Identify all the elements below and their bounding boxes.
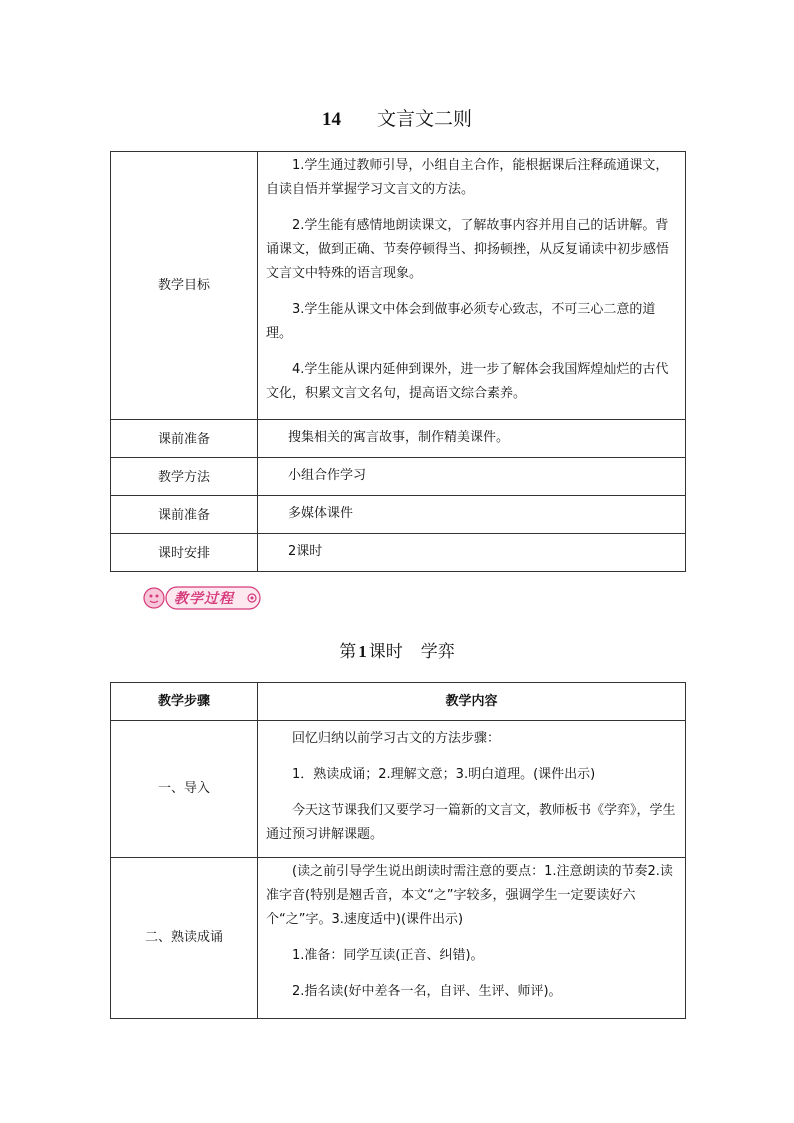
overview-table — [110, 151, 686, 572]
process-badge — [140, 584, 262, 612]
prep-label: 课前准备 — [111, 420, 258, 458]
step-content-recite — [258, 858, 686, 1019]
prep2-value: 多媒体课件 — [258, 496, 686, 534]
lesson-name: 学弈 — [420, 642, 455, 662]
goal-item: 4.学生能从课内延伸到课外，进一步了解体会我国辉煌灿烂的古代文化，积累文言文名句，提高语文综合素养。 — [266, 362, 669, 401]
process-table — [110, 682, 686, 1019]
lesson-period-number: 1 — [358, 642, 367, 661]
step-paragraph: 1.准备：同学互读(正音、纠错)。 — [292, 948, 484, 963]
page-title — [0, 104, 794, 131]
col-header-content: 教学内容 — [258, 683, 686, 721]
lesson-number: 14 — [321, 109, 341, 130]
goal-item: 1.学生通过教师引导，小组自主合作，能根据课后注释疏通课文，自读自悟并掌握学习文言文的方法。 — [266, 158, 669, 197]
step-paragraph: 回忆归纳以前学习古文的方法步骤： — [292, 731, 501, 746]
lesson-prefix: 第 — [339, 642, 357, 662]
method-value: 小组合作学习 — [258, 458, 686, 496]
step-paragraph: (读之前引导学生说出朗读时需注意的要点：1.注意朗读的节奏2.读准字音(特别是翘舌音，本文“之”字较多，强调学生一定要读好六个“之”字。3.速度适中)(课件出示) — [266, 864, 673, 927]
col-header-steps: 教学步骤 — [111, 683, 258, 721]
badge-label: 教学过程 — [174, 591, 234, 607]
step-paragraph: 1．熟读成诵；2.理解文意；3.明白道理。(课件出示) — [292, 767, 596, 782]
step-paragraph: 今天这节课我们又要学习一篇新的文言文，教师板书《学弈》，学生通过预习讲解课题。 — [266, 803, 676, 842]
prep2-label: 课前准备 — [111, 496, 258, 534]
goals-label: 教学目标 — [111, 152, 258, 420]
goal-item: 2.学生能有感情地朗读课文，了解故事内容并用自己的话讲解。背诵课文，做到正确、节奏停顿得当、抑扬顿挫，从反复诵读中初步感悟文言文中特殊的语言现象。 — [266, 218, 670, 281]
prep-value: 搜集相关的寓言故事，制作精美课件。 — [258, 420, 686, 458]
lesson-title: 文言文二则 — [376, 108, 472, 130]
step-paragraph: 2.指名读(好中差各一名，自评、生评、师评)。 — [292, 984, 562, 999]
step-content-intro — [258, 721, 686, 858]
lesson-suffix: 课时 — [368, 642, 403, 662]
lesson-heading — [0, 637, 794, 662]
goals-content — [258, 152, 686, 420]
step-label-intro: 一、导入 — [111, 721, 258, 858]
method-label: 教学方法 — [111, 458, 258, 496]
goal-item: 3.学生能从课文中体会到做事必须专心致志，不可三心二意的道理。 — [266, 302, 656, 341]
step-label-recite: 二、熟读成诵 — [111, 858, 258, 1019]
schedule-value: 2课时 — [258, 534, 686, 572]
schedule-label: 课时安排 — [111, 534, 258, 572]
